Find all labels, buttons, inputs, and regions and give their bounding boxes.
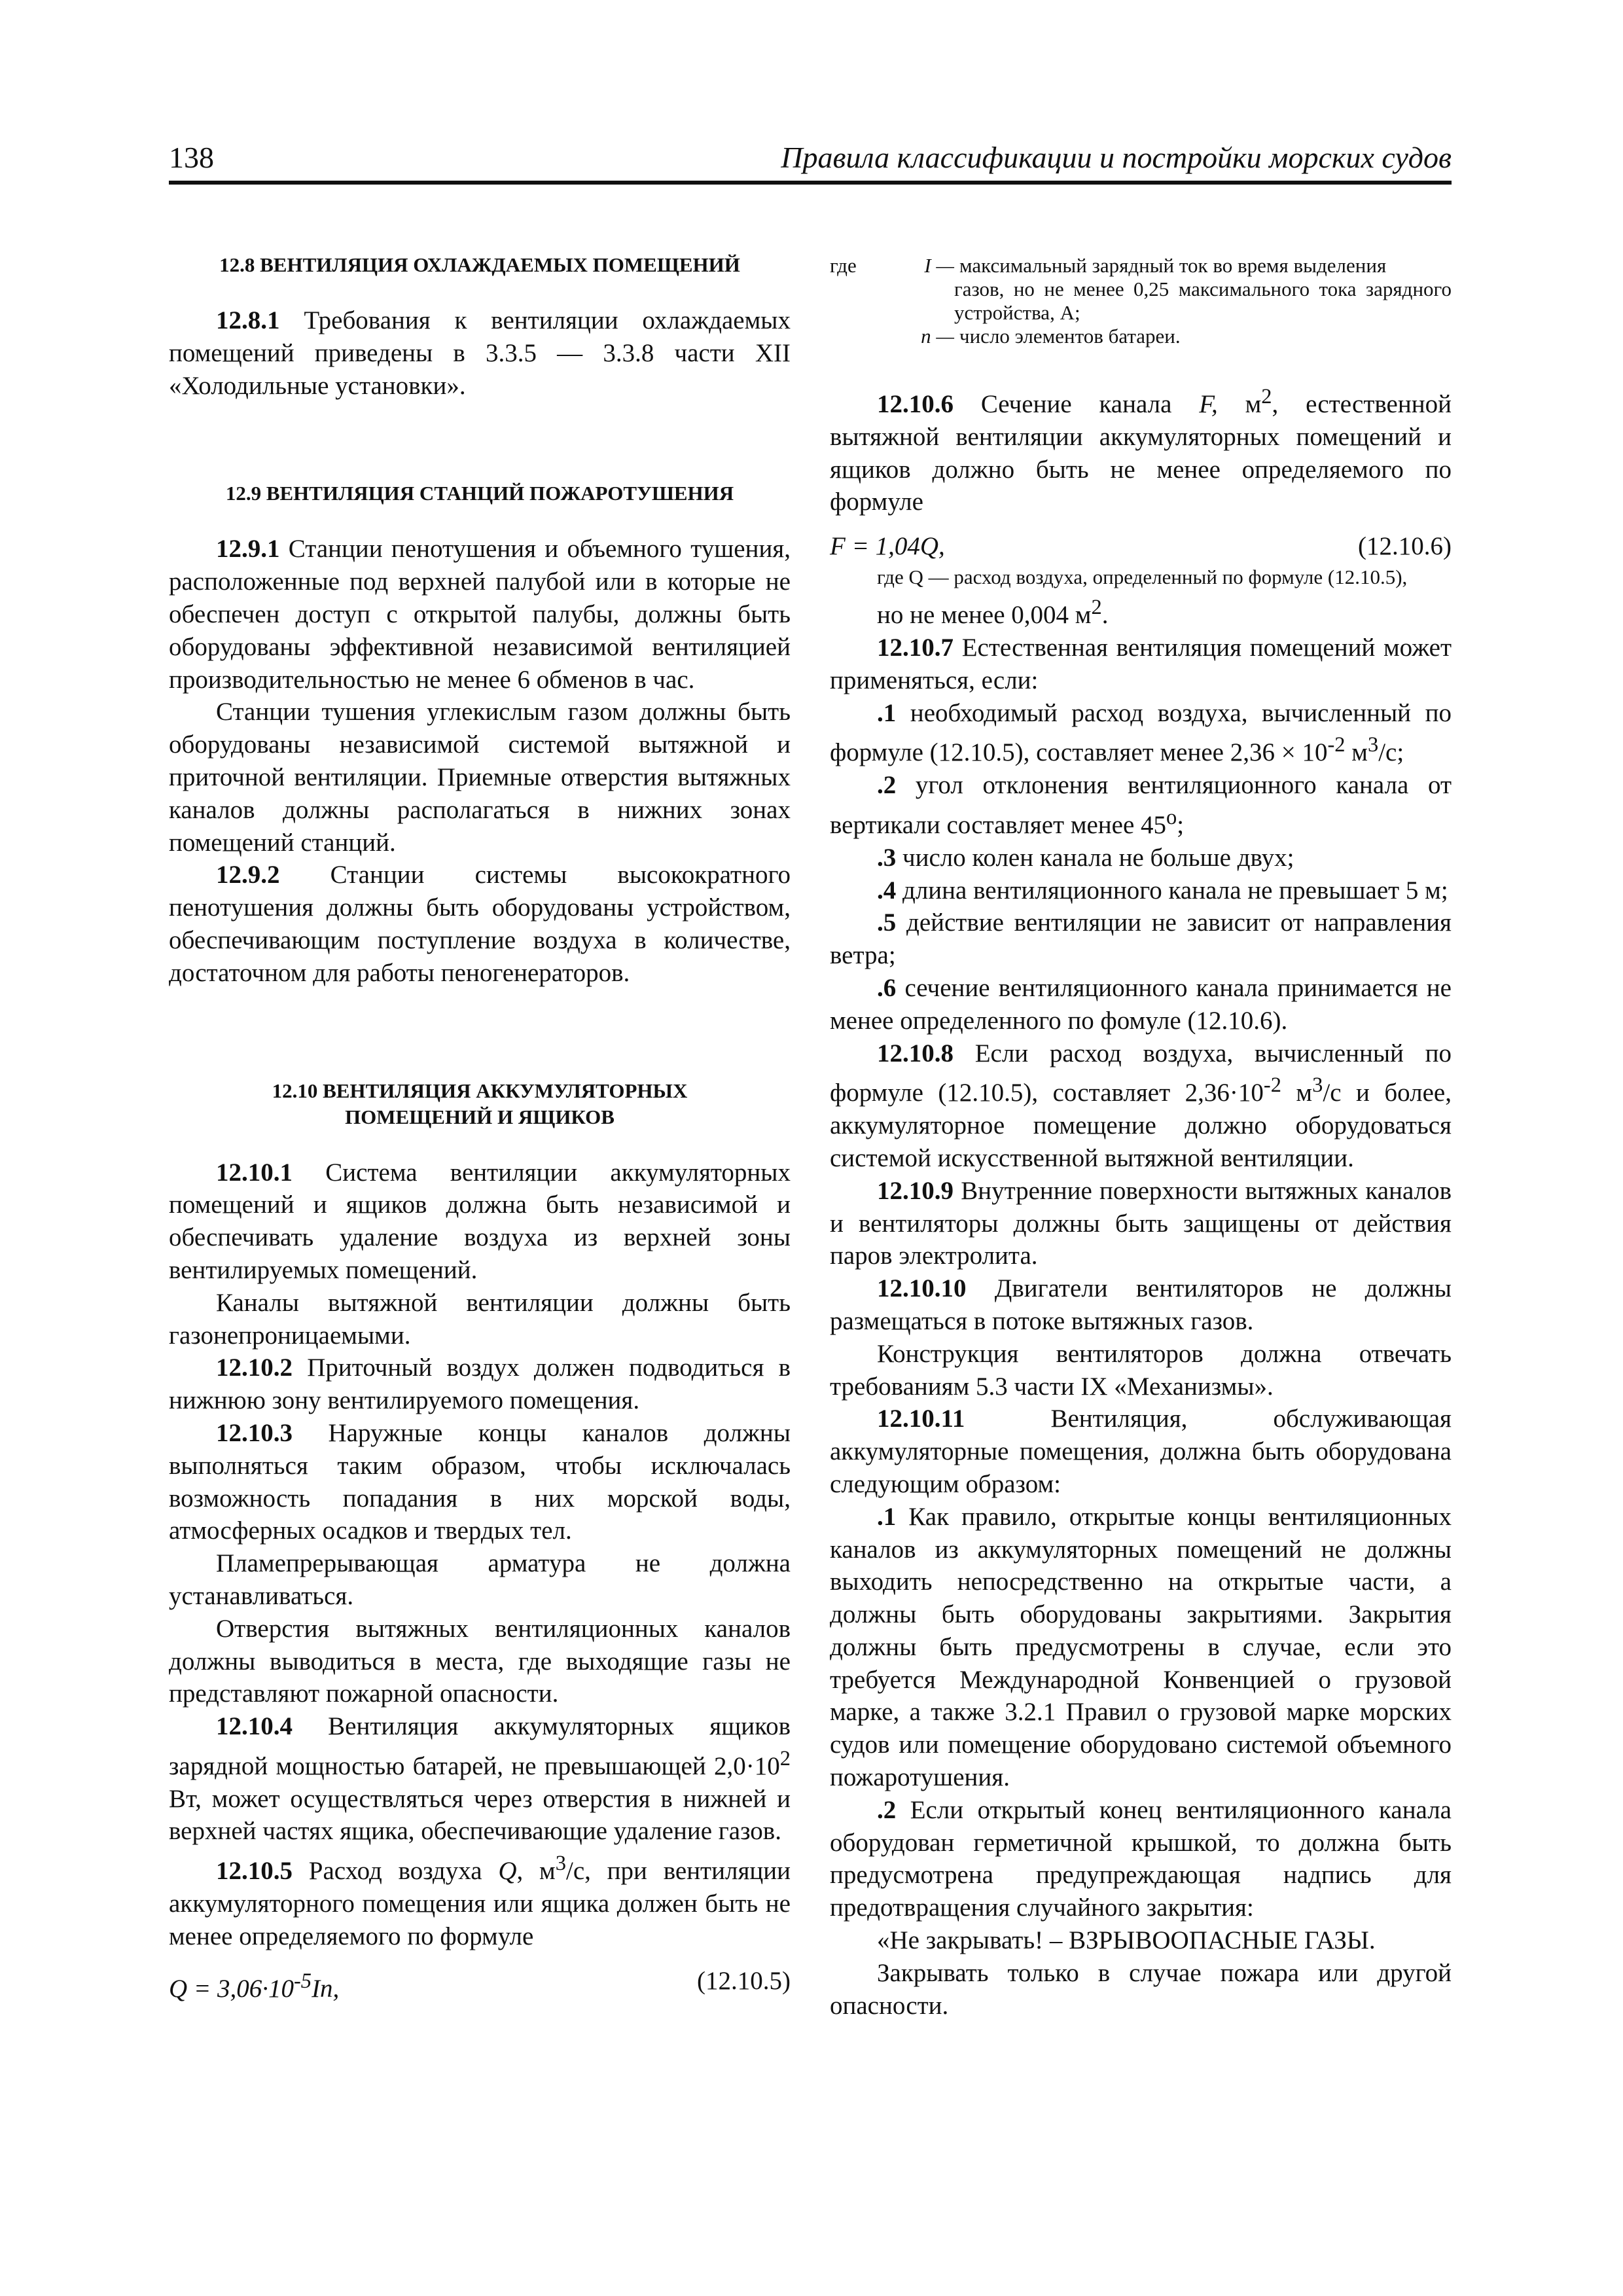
paragraph-12-10-3-c: Отверстия вытяжных вентиляционных каналов должны выводиться в места, где выходящие газы не представляют пожарной опасности. bbox=[169, 1614, 791, 1708]
paragraph-12-10-9: 12.10.9 Внутренние поверхности вытяжных каналов и вентиляторы должны быть защищены от действия паров электролита. bbox=[830, 1176, 1452, 1270]
right-column bbox=[830, 254, 1452, 2022]
clause-number: 12.10.2 bbox=[216, 1354, 293, 1382]
list-item-4: .4 длина вентиляционного канала не превышает 5 м; bbox=[877, 876, 1448, 905]
formula-12-10-6 bbox=[830, 530, 1452, 563]
formula-legend bbox=[830, 254, 1452, 348]
paragraph-12-10-4: 12.10.4 Вентиляция аккумуляторных ящиков зарядной мощностью батарей, не превышающей $2,0\cdot 10^2$ Вт, может осуществляться через отверстия в нижней и верхней частях ящика, обеспечивающие удаление газов. bbox=[169, 1712, 791, 1846]
formula-12-10-5 bbox=[169, 1965, 791, 2005]
section-12-10-heading-line1: 12.10 ВЕНТИЛЯЦИЯ АККУМУЛЯТОРНЫХ bbox=[272, 1079, 688, 1102]
clause-number: 12.10.1 bbox=[216, 1158, 293, 1187]
formula-number: (12.10.5) bbox=[697, 1966, 791, 1995]
paragraph-12-10-11: 12.10.11 Вентиляция, обслуживающая аккумуляторные помещения, должна быть оборудована следующим образом: bbox=[830, 1405, 1452, 1498]
formula-expression: F = 1,04Q, bbox=[830, 532, 945, 561]
paragraph-12-10-8: 12.10.8 Если расход воздуха, вычисленный по формуле (12.10.5), составляет $2,36\cdot 10^{-2}$ $м^3/с$ и более, аккумуляторное помещение должно оборудоваться системой искусственной вытяжной вентиляции. bbox=[830, 1039, 1452, 1172]
legend-row-n: n — число элементов батареи. bbox=[921, 325, 1181, 348]
paragraph-12-10-1-b: Каналы вытяжной вентиляции должны быть газонепроницаемыми. bbox=[169, 1288, 791, 1350]
list-item-6: .6 сечение вентиляционного канала принимается не менее определенного по фомуле (12.10.6). bbox=[830, 973, 1452, 1035]
paragraph-12-10-3-b: Пламепрерывающая арматура не должна устанавливаться. bbox=[169, 1549, 791, 1610]
paragraph-12-10-2: 12.10.2 Приточный воздух должен подводиться в нижнюю зону вентилируемого помещения. bbox=[169, 1354, 791, 1415]
list-item-2: .2 угол отклонения вентиляционного канала от вертикали составляет менее $45^о$; bbox=[830, 771, 1452, 839]
clause-number: 12.10.8 bbox=[877, 1039, 954, 1067]
section-12-8-heading: 12.8 ВЕНТИЛЯЦИЯ ОХЛАЖДАЕМЫХ ПОМЕЩЕНИЙ bbox=[219, 253, 740, 276]
clause-number: 12.10.7 bbox=[877, 633, 954, 662]
clause-number: 12.10.3 bbox=[216, 1418, 293, 1447]
clause-number: 12.9.2 bbox=[216, 861, 280, 889]
left-column bbox=[169, 252, 791, 2005]
paragraph-12-10-6: 12.10.6 Сечение канала F, $м^2$, естественной вытяжной вентиляции аккумуляторных помещений и ящиков должно быть не менее определяемого по формуле bbox=[830, 385, 1452, 516]
list-item-2: .2 Если открытый конец вентиляционного канала оборудован герметичной крышкой, то должна быть предусмотрена предупреждающая надпись для предотвращения случайного закрытия: bbox=[830, 1795, 1452, 1922]
paragraph-12-8-1: 12.8.1 Требования к вентиляции охлаждаемых помещений приведены в 3.3.5 — 3.3.8 части XII «Холодильные установки». bbox=[169, 306, 791, 400]
page-number: 138 bbox=[169, 141, 214, 174]
clause-number: 12.10.11 bbox=[877, 1405, 965, 1433]
paragraph-12-10-7: 12.10.7 Естественная вентиляция помещений может применяться, если: bbox=[830, 633, 1452, 694]
paragraph-12-10-5: 12.10.5 Расход воздуха Q, $м^3/с$, при вентиляции аккумуляторного помещения или ящика должен быть не менее определяемого по формуле bbox=[169, 1852, 791, 1950]
formula-12-10-6-note: где Q — расход воздуха, определенный по формуле (12.10.5), bbox=[877, 565, 1408, 589]
section-12-9-heading: 12.9 ВЕНТИЛЯЦИЯ СТАНЦИЙ ПОЖАРОТУШЕНИЯ bbox=[225, 482, 734, 505]
section-12-10-heading-line2: ПОМЕЩЕНИЙ И ЯЩИКОВ bbox=[345, 1105, 615, 1128]
list-item-3: .3 число колен канала не больше двух; bbox=[877, 843, 1294, 872]
clause-number: 12.8.1 bbox=[216, 306, 280, 334]
paragraph-12-10-10: 12.10.10 Двигатели вентиляторов не должны размещаться в потоке вытяжных газов. bbox=[830, 1274, 1452, 1335]
paragraph-12-9-2: 12.9.2 Станции системы высокократного пенотушения должны быть оборудованы устройством, обеспечивающим поступление воздуха в количестве, достаточном для работы пеногенераторов. bbox=[169, 861, 791, 987]
paragraph-12-10-1: 12.10.1 Система вентиляции аккумуляторных помещений и ящиков должна быть независимой и обеспечивать удаление воздуха из верхней зоны вентилируемых помещений. bbox=[169, 1158, 791, 1284]
paragraph-12-9-1-b: Станции тушения углекислым газом должны быть оборудованы независимой системой вытяжной и приточной вентиляции. Приемные отверстия вытяжных каналов должны располагаться в нижних зонах помещений станций. bbox=[169, 698, 791, 857]
clause-number: 12.10.9 bbox=[877, 1176, 954, 1205]
formula-expression: $Q = 3,06\cdot 10^{-5}In$, bbox=[169, 1969, 340, 2003]
paragraph-12-10-3: 12.10.3 Наружные концы каналов должны выполняться таким образом, чтобы исключалась возможность попадания в них морской воды, атмосферных осадков и твердых тел. bbox=[169, 1418, 791, 1545]
page-header bbox=[169, 140, 1452, 185]
list-item-1: .1 Как правило, открытые концы вентиляционных каналов из аккумуляторных помещений не должны выходить непосредственно на открытые части, а должны быть оборудованы закрытиями. Закрытия должны быть предусмотрены в случае, если это требуется Международной Конвенцией о грузовой марке, а также 3.2.1 Правил о грузовой марке морских судов или помещение оборудовано системой объемного пожаротушения. bbox=[830, 1502, 1452, 1792]
running-title: Правила классификации и постройки морских судов bbox=[781, 141, 1452, 174]
legend-row-I: где I — максимальный зарядный ток во время выделения bbox=[830, 254, 1387, 277]
clause-number: 12.9.1 bbox=[216, 535, 280, 564]
clause-number: 12.10.4 bbox=[216, 1712, 293, 1741]
list-item-5: .5 действие вентиляции не зависит от направления ветра; bbox=[830, 908, 1452, 970]
paragraph-12-9-1: 12.9.1 Станции пенотушения и объемного тушения, расположенные под верхней палубой или в которые не обеспечен доступ с открытой палубы, должны быть оборудованы эффективной независимой вентиляцией производительностью не менее 6 обменов в час. bbox=[169, 535, 791, 694]
clause-number: 12.10.5 bbox=[216, 1857, 293, 1886]
legend-row-I-continued: газов, но не менее 0,25 максимального тока зарядного устройства, А; bbox=[954, 278, 1452, 324]
warning-text-continued: Закрывать только в случае пожара или другой опасности. bbox=[830, 1958, 1452, 2020]
list-item-1: .1 необходимый расход воздуха, вычисленный по формуле (12.10.5), составляет менее $2,36 \times 10^{-2}$ $м^3/с$; bbox=[830, 698, 1452, 767]
formula-number: (12.10.6) bbox=[1358, 532, 1452, 561]
warning-text: «Не закрывать! – ВЗРЫВООПАСНЫЕ ГАЗЫ. bbox=[877, 1926, 1376, 1955]
clause-number: 12.10.6 bbox=[877, 390, 954, 418]
clause-number: 12.10.10 bbox=[877, 1274, 967, 1303]
formula-12-10-6-note-b: но не менее 0,004 $м^2$. bbox=[877, 596, 1109, 630]
paragraph-12-10-10-b: Конструкция вентиляторов должна отвечать требованиям 5.3 части IX «Механизмы». bbox=[830, 1339, 1452, 1401]
